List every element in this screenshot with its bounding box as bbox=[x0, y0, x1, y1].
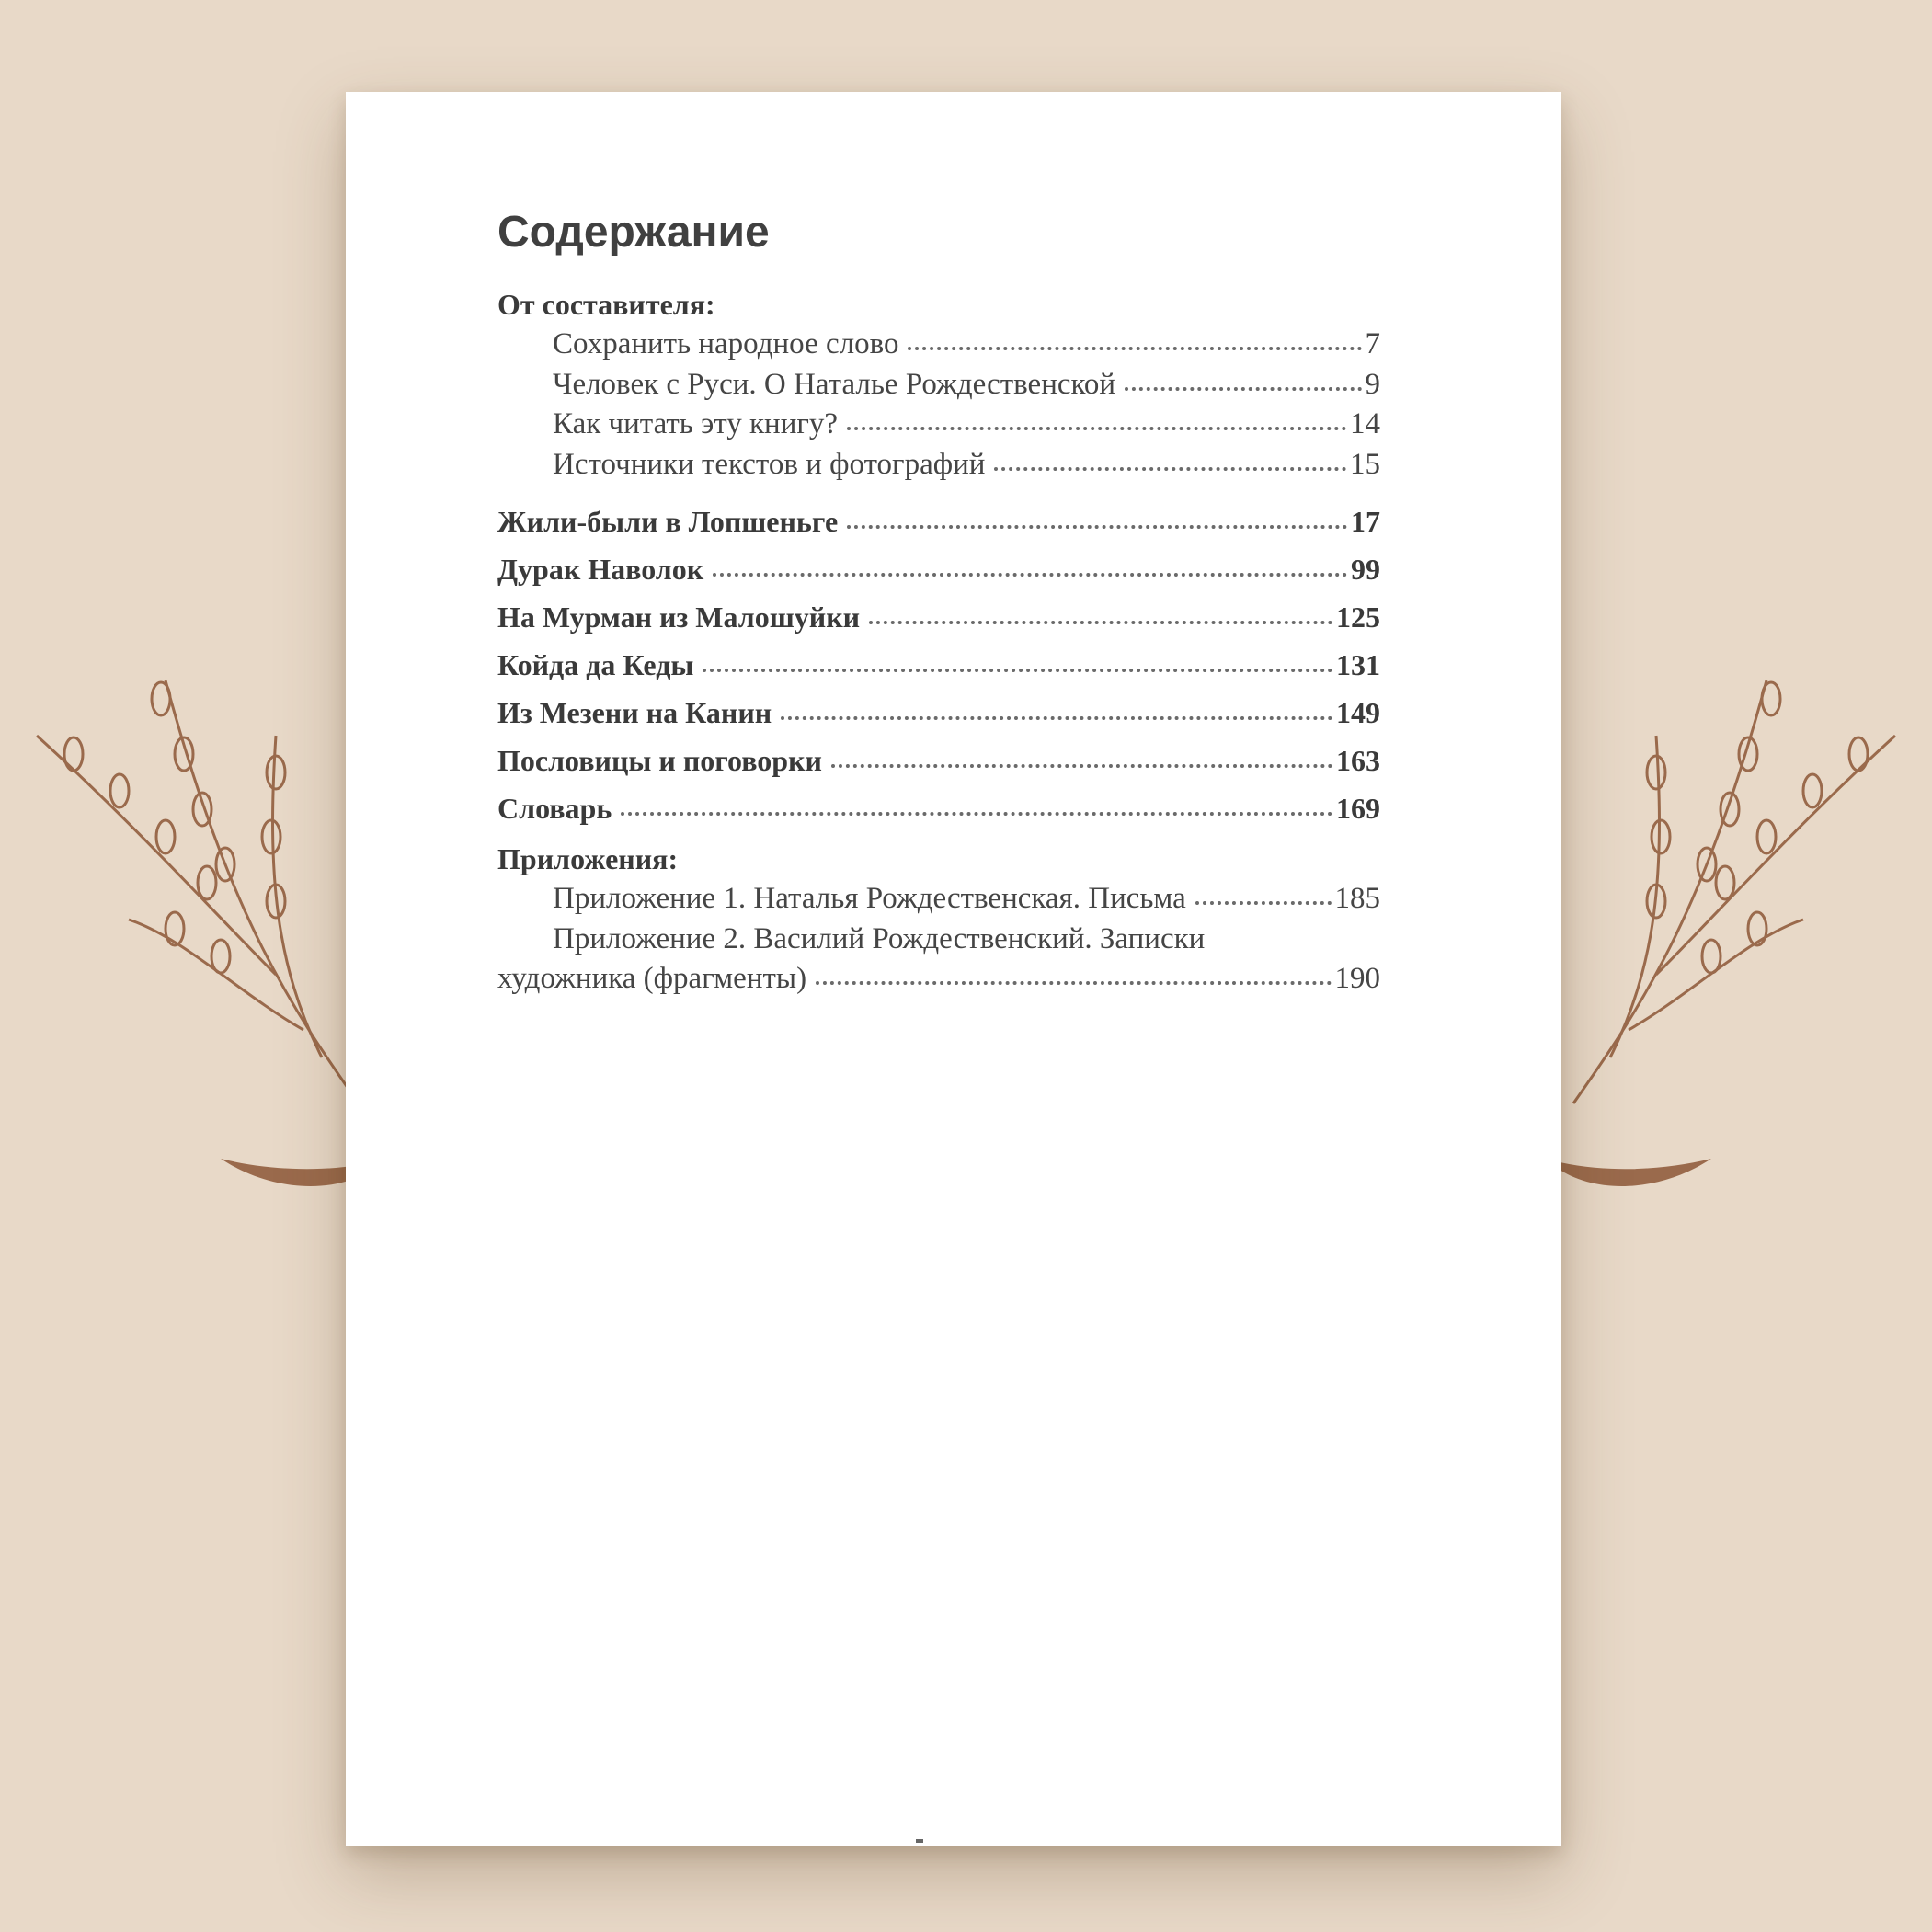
toc-chapter-label: На Мурман из Малошуйки bbox=[497, 600, 861, 634]
toc-section-heading-appendix: Приложения: bbox=[497, 842, 679, 876]
toc-chapter bbox=[497, 689, 1380, 737]
toc-chapter-page: 125 bbox=[1336, 600, 1380, 634]
toc-chapter-page: 163 bbox=[1336, 744, 1380, 778]
dot-leader bbox=[994, 467, 1346, 471]
toc-chapter-page: 99 bbox=[1351, 553, 1380, 587]
dot-leader bbox=[703, 669, 1332, 672]
dot-leader bbox=[847, 525, 1347, 529]
toc-entry-page: 190 bbox=[1334, 962, 1380, 996]
toc-chapter-page: 17 bbox=[1351, 505, 1380, 539]
toc-entry-label: художника (фрагменты) bbox=[497, 962, 807, 996]
dot-leader bbox=[831, 764, 1332, 768]
toc-entry-label: Как читать эту книгу? bbox=[553, 407, 839, 441]
book-page bbox=[346, 92, 1561, 1846]
dot-leader bbox=[1125, 387, 1361, 391]
toc-chapter bbox=[497, 593, 1380, 641]
toc-chapter-label: Дурак Наволок bbox=[497, 553, 704, 587]
toc-chapter-label: Жили-были в Лопшеньге bbox=[497, 505, 839, 539]
toc-entry-label: Человек с Руси. О Наталье Рождественской bbox=[553, 367, 1116, 401]
toc-entry bbox=[497, 405, 1380, 445]
toc-chapter bbox=[497, 641, 1380, 689]
toc-entry-page: 9 bbox=[1365, 367, 1380, 401]
toc-entry bbox=[497, 445, 1380, 486]
toc-chapter-label: Пословицы и поговорки bbox=[497, 744, 822, 778]
toc-chapter bbox=[497, 545, 1380, 593]
toc-entry-page: 14 bbox=[1350, 407, 1380, 441]
dot-leader bbox=[781, 716, 1332, 720]
dot-leader bbox=[847, 427, 1346, 430]
toc-entry-label: Приложение 1. Наталья Рождественская. Письма bbox=[553, 882, 1186, 916]
toc-entry-label: Сохранить народное слово bbox=[553, 327, 899, 361]
toc-appendix-entry-line1: Приложение 2. Василий Рождественский. Записки bbox=[553, 921, 1206, 955]
dot-leader bbox=[908, 347, 1361, 350]
toc-entry-page: 15 bbox=[1350, 447, 1380, 481]
toc-entry-label: Источники текстов и фотографий bbox=[553, 447, 986, 481]
toc-chapter-label: Из Мезени на Канин bbox=[497, 696, 772, 730]
dot-leader bbox=[869, 621, 1332, 624]
toc-title: Содержание bbox=[497, 208, 770, 257]
toc-section-heading-intro: От составителя: bbox=[497, 288, 715, 322]
dot-leader bbox=[713, 573, 1347, 577]
toc-entry-page: 7 bbox=[1365, 327, 1380, 361]
toc-chapter bbox=[497, 737, 1380, 784]
dot-leader bbox=[1195, 901, 1332, 905]
dot-leader bbox=[816, 981, 1331, 985]
toc-chapter bbox=[497, 497, 1380, 545]
toc-chapter-page: 131 bbox=[1336, 648, 1380, 682]
toc-entry bbox=[497, 365, 1380, 406]
toc-appendix-entry bbox=[497, 959, 1380, 1000]
toc-chapter bbox=[497, 784, 1380, 832]
dot-leader bbox=[621, 812, 1332, 816]
toc-chapter-page: 169 bbox=[1336, 792, 1380, 826]
toc-chapter-label: Койда да Кеды bbox=[497, 648, 694, 682]
toc-entry-page: 185 bbox=[1334, 882, 1380, 916]
toc-chapter-page: 149 bbox=[1336, 696, 1380, 730]
toc-appendix-entry bbox=[497, 879, 1380, 920]
page-mark bbox=[916, 1839, 923, 1843]
toc-entry bbox=[497, 325, 1380, 365]
toc-chapter-label: Словарь bbox=[497, 792, 612, 826]
table-of-contents bbox=[497, 207, 1380, 1000]
